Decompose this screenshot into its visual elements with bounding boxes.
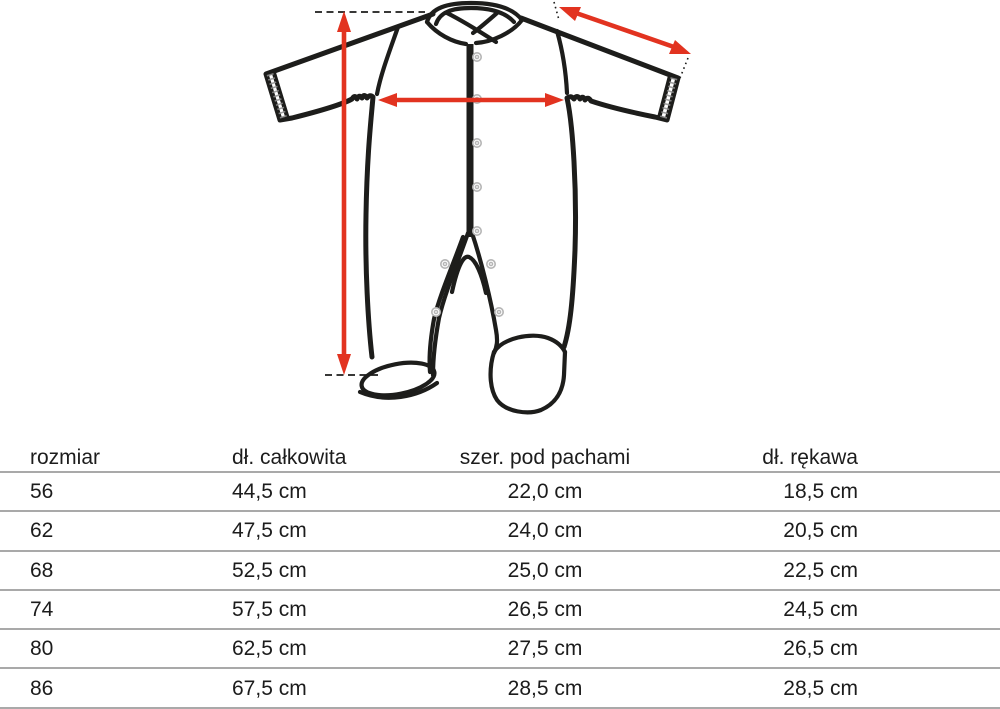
underarm-width-cell: 28,5 cm: [507, 676, 583, 700]
total-length-cell: 52,5 cm: [232, 558, 307, 582]
table-row: [0, 473, 1000, 512]
table-row: [0, 630, 1000, 669]
underarm-width-cell: 22,0 cm: [507, 480, 583, 504]
collar: [427, 3, 522, 44]
underarm-width-cell: 27,5 cm: [507, 637, 583, 661]
size-table: [0, 443, 1000, 709]
total-length-cell: 62,5 cm: [232, 637, 307, 661]
underarm-width-cell: 26,5 cm: [507, 598, 583, 622]
sleeve-length-cell: 24,5 cm: [783, 598, 858, 622]
sleeve-guide-dots-top: [554, 2, 559, 20]
column-header-underarm-width: szer. pod pachami: [459, 445, 631, 469]
size-cell: 74: [30, 598, 54, 622]
total-length-cell: 47,5 cm: [232, 519, 307, 543]
snap-icon: [487, 260, 495, 268]
sleeve-length-cell: 28,5 cm: [783, 676, 858, 700]
sleeve-length-cell: 18,5 cm: [783, 480, 858, 504]
size-cell: 80: [30, 637, 54, 661]
size-cell: 86: [30, 676, 54, 700]
total-length-cell: 44,5 cm: [232, 480, 307, 504]
size-cell: 56: [30, 480, 54, 504]
left-foot: [359, 357, 437, 401]
right-foot: [491, 336, 565, 413]
size-cell: 62: [30, 519, 54, 543]
total-length-cell: 67,5 cm: [232, 676, 307, 700]
right-raglan-seam: [557, 31, 567, 93]
column-header-size: rozmiar: [30, 445, 101, 469]
snap-icon: [473, 53, 481, 61]
sleeve-length-cell: 20,5 cm: [783, 519, 858, 543]
snap-icon: [432, 308, 440, 316]
total-length-arrow: [337, 11, 351, 375]
column-header-sleeve-length: dł. rękawa: [762, 445, 858, 469]
sleeve-length-arrow: [559, 7, 691, 54]
snap-icon: [473, 139, 481, 147]
total-length-cell: 57,5 cm: [232, 598, 307, 622]
sleeve-length-cell: 22,5 cm: [783, 558, 858, 582]
snap-icon: [495, 308, 503, 316]
table-row: [0, 512, 1000, 551]
sleeve-guide-dots-bottom: [680, 58, 688, 78]
snap-icon: [473, 227, 481, 235]
size-cell: 68: [30, 558, 54, 582]
snap-icon: [473, 183, 481, 191]
sleeve-length-cell: 26,5 cm: [783, 637, 858, 661]
underarm-width-cell: 24,0 cm: [507, 519, 583, 543]
table-row: [0, 591, 1000, 630]
size-table-body: [0, 473, 1000, 709]
underarm-width-cell: 25,0 cm: [507, 558, 583, 582]
table-row: [0, 552, 1000, 591]
size-table-header: [0, 443, 1000, 473]
left-raglan-seam: [377, 27, 398, 94]
column-header-total-length: dł. całkowita: [232, 445, 347, 469]
snap-icon: [441, 260, 449, 268]
table-row: [0, 669, 1000, 708]
